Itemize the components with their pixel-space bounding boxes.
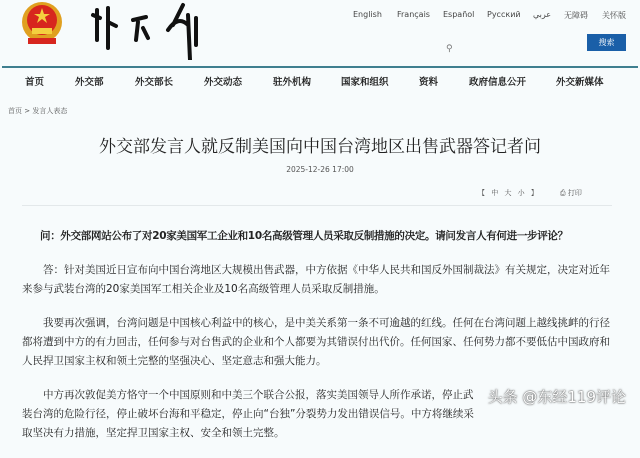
national-emblem-icon	[18, 0, 66, 48]
paragraph: 答：针对美国近日宣布向中国台湾地区大规模出售武器，中方依据《中华人民共和国反外国制裁法》有关规定，决定对近年来参与武装台湾的20家美国军工相关企业及10名高级管理人员采取反制措施。	[22, 264, 610, 295]
breadcrumb-section[interactable]: 发言人表态	[32, 107, 68, 115]
page-title: 外交部发言人就反制美国向中国台湾地区出售武器答记者问	[99, 137, 541, 157]
accessibility-link[interactable]: 无障碍	[564, 11, 588, 20]
font-size-control[interactable]: 【 中 大 小 】	[478, 189, 538, 197]
nav-new-media[interactable]: 外交新媒体	[556, 77, 604, 88]
nav-ministry[interactable]: 外交部	[75, 77, 104, 88]
breadcrumb-separator: >	[24, 107, 31, 115]
lang-russian[interactable]: Русский	[487, 10, 521, 19]
search-icon[interactable]: ⚲	[446, 44, 453, 54]
nav-news[interactable]: 外交动态	[204, 77, 243, 88]
breadcrumb	[8, 106, 67, 116]
nav-home[interactable]: 首页	[25, 77, 45, 88]
print-label: 打印	[567, 189, 582, 197]
content-divider	[22, 205, 612, 206]
article-body	[22, 227, 620, 458]
lang-french[interactable]: Français	[397, 10, 430, 19]
lang-english[interactable]: English	[353, 10, 382, 19]
nav-gov-info[interactable]: 政府信息公开	[469, 77, 527, 88]
question: 问：外交部网站公布了对20家美国军工企业和10名高级管理人员采取反制措施的决定。请问发言人有何进一步评论？	[40, 230, 568, 242]
search-button[interactable]: 搜索	[587, 34, 626, 51]
ministry-logo[interactable]	[88, 0, 203, 60]
lang-spanish[interactable]: Español	[443, 10, 475, 19]
print-button[interactable]	[560, 188, 582, 198]
header-divider	[2, 66, 638, 68]
nav-missions[interactable]: 驻外机构	[273, 77, 312, 88]
nav-countries[interactable]: 国家和组织	[341, 77, 389, 88]
print-icon: ⎙	[560, 189, 566, 197]
watermark: 头条 @东经119评论	[487, 388, 626, 406]
paragraph: 中方再次敦促美方恪守一个中国原则和中美三个联合公报，落实美国领导人所作承诺，停止武装台湾的危险行径，停止破坏台海和平稳定，停止向“台独”分裂势力发出错误信号。中方将继续采取坚决有力措施，坚定捍卫国家主权、安全和领土完整。	[22, 389, 474, 439]
paragraph: 我要再次强调，台湾问题是中国核心利益中的核心，是中美关系第一条不可逾越的红线。任何在台湾问题上越线挑衅的行径都将遭到中方的有力回击，任何参与对台售武的企业和个人都要为其错误付出代价。任何国家、任何势力都不要低估中国政府和人民捍卫国家主权和领土完整的坚强决心、坚定意志和强大能力。	[22, 317, 610, 367]
breadcrumb-home[interactable]: 首页	[8, 107, 22, 115]
publish-date: 2025-12-26 17:00	[286, 165, 354, 174]
nav-minister[interactable]: 外交部长	[135, 77, 174, 88]
lang-arabic[interactable]: عربي	[533, 10, 552, 19]
care-mode-link[interactable]: 关怀版	[602, 11, 626, 20]
nav-resources[interactable]: 资料	[419, 77, 439, 88]
